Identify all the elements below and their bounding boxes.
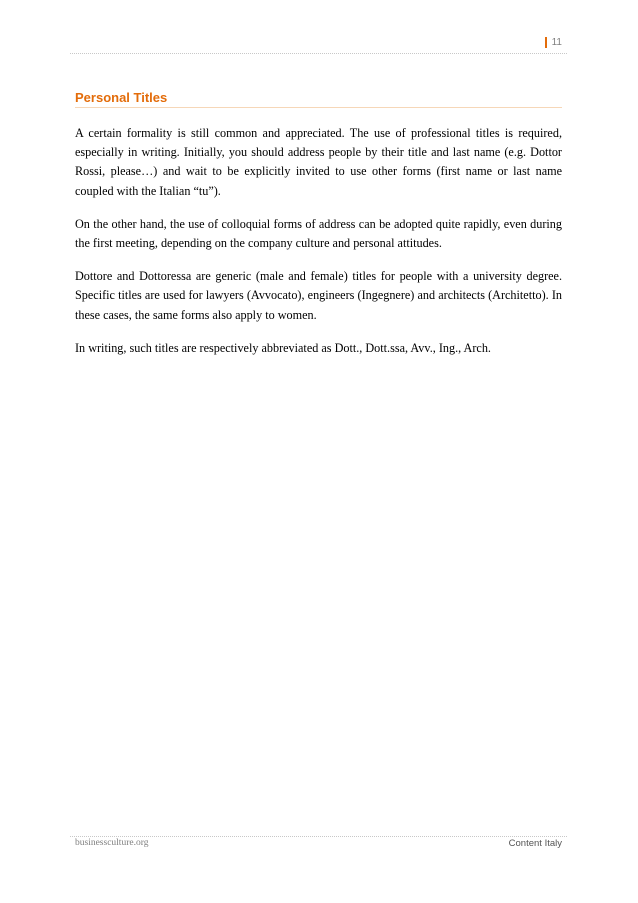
section-title-underline <box>75 107 562 108</box>
footer-divider <box>70 836 567 837</box>
page-number-value: 11 <box>551 37 562 48</box>
paragraph: In writing, such titles are respectively abbreviated as Dott., Dott.ssa, Avv., Ing., Arch. <box>75 340 491 355</box>
paragraph: On the other hand, the use of colloquial forms of address can be adopted quite rapidly, even during the first meeting, depending on the company culture and personal attitudes. <box>75 216 562 251</box>
page-number-divider <box>545 37 547 48</box>
paragraph: Dottore and Dottoressa are generic (male and female) titles for people with a university degree. Specific titles are used for lawyers (Avvocato), engineers (Ingegnere) and architects (Architetto). In these cases, the same forms also apply to women. <box>75 269 562 322</box>
footer-site: businessculture.org <box>75 838 149 848</box>
section-title: Personal Titles <box>75 90 168 105</box>
paragraph: A certain formality is still common and appreciated. The use of professional titles is required, especially in writing. Initially, you should address people by their title and last name (e.g. Dottor Rossi, please…) and wait to be explicitly invited to use other forms (first name or last name coupled with the Italian “tu”). <box>75 126 562 198</box>
header-divider <box>70 53 567 54</box>
page-number <box>545 37 562 48</box>
body-text <box>75 124 562 372</box>
footer-section-label: Content Italy <box>508 838 562 849</box>
